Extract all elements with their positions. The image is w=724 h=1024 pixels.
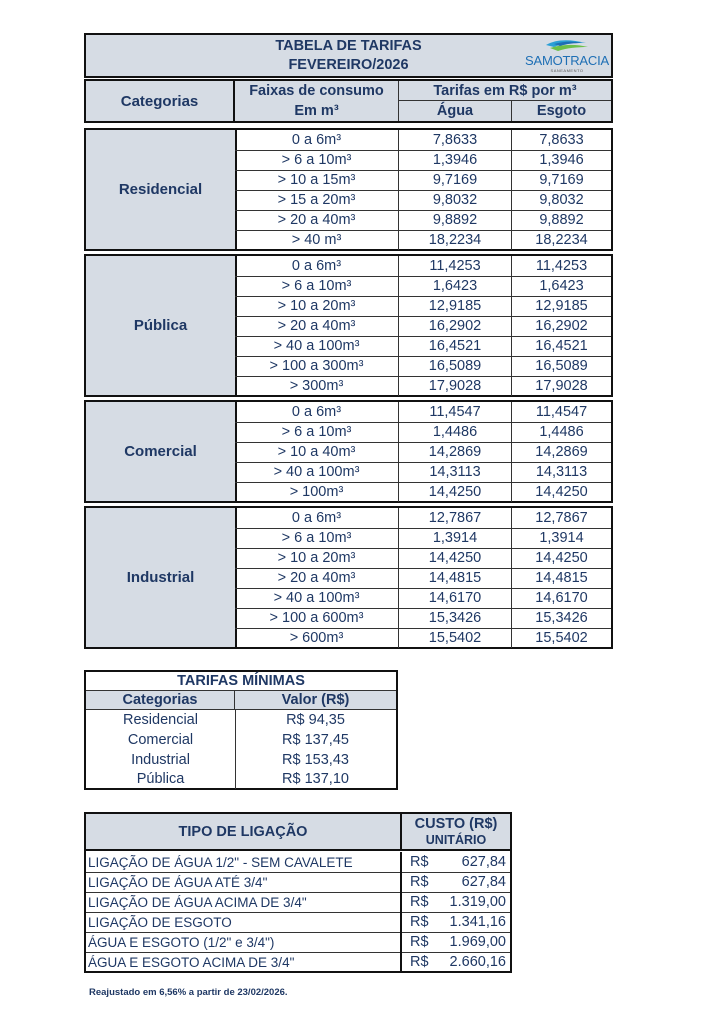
- esgoto-cell: 11,4253: [535, 258, 588, 274]
- table-row: [235, 296, 611, 317]
- col-header-custo-line2: UNITÁRIO: [425, 833, 487, 847]
- tipo-cell: LIGAÇÃO DE ÁGUA ATÉ 3/4": [88, 874, 268, 890]
- agua-cell: 7,8633: [399, 130, 512, 150]
- faixa-cell: 0 a 6m³: [235, 508, 399, 528]
- table-row: [235, 276, 611, 297]
- table-row: [235, 508, 611, 529]
- table-row: [235, 210, 611, 231]
- table-row: [235, 588, 611, 609]
- table-row: [86, 872, 510, 893]
- col-header-custo-line1: CUSTO (R$): [414, 816, 498, 832]
- esgoto-cell: 16,2902: [535, 318, 588, 334]
- esgoto-cell: 16,5089: [535, 358, 588, 374]
- category-label: Pública: [86, 256, 237, 395]
- table-row: [235, 130, 611, 151]
- faixa-cell: > 6 a 10m³: [235, 528, 399, 548]
- faixa-cell: 0 a 6m³: [235, 130, 399, 150]
- footnote: Reajustado em 6,56% a partir de 23/02/2026.: [89, 987, 288, 998]
- esgoto-cell: 12,7867: [535, 510, 588, 526]
- faixa-cell: > 20 a 40m³: [235, 568, 399, 588]
- agua-cell: 9,8032: [399, 190, 512, 210]
- esgoto-cell: 1,4486: [539, 424, 584, 440]
- custo-value: 1.341,16: [449, 914, 506, 930]
- agua-cell: 14,4250: [399, 482, 512, 502]
- currency-symbol: R$: [410, 854, 429, 870]
- agua-cell: 14,4250: [399, 548, 512, 568]
- faixa-cell: > 40 a 100m³: [235, 336, 399, 356]
- esgoto-cell: 14,3113: [535, 464, 588, 480]
- agua-cell: 12,9185: [399, 296, 512, 316]
- table-row: [86, 730, 396, 750]
- logo-wave-icon: [524, 38, 610, 54]
- agua-cell: 14,4815: [399, 568, 512, 588]
- faixa-cell: > 40 a 100m³: [235, 462, 399, 482]
- faixa-cell: > 10 a 15m³: [235, 170, 399, 190]
- table-row: [235, 402, 611, 423]
- valor-cell: R$ 137,10: [282, 771, 349, 787]
- agua-cell: 16,4521: [399, 336, 512, 356]
- table-row: [86, 750, 396, 770]
- esgoto-cell: 14,4250: [535, 484, 588, 500]
- faixa-cell: > 20 a 40m³: [235, 210, 399, 230]
- agua-cell: 12,7867: [399, 508, 512, 528]
- categoria-cell: Residencial: [86, 710, 236, 730]
- agua-cell: 14,6170: [399, 588, 512, 608]
- tarifas-minimas-header: [86, 691, 396, 710]
- table-row: [235, 628, 611, 648]
- table-row: [235, 482, 611, 502]
- table-row: [86, 769, 396, 789]
- table-row: [235, 528, 611, 549]
- faixa-cell: > 10 a 20m³: [235, 548, 399, 568]
- faixa-cell: > 6 a 10m³: [235, 276, 399, 296]
- table-row: [86, 852, 510, 873]
- faixa-cell: > 6 a 10m³: [235, 422, 399, 442]
- table-row: [235, 230, 611, 250]
- table-row: [235, 356, 611, 377]
- agua-cell: 17,9028: [399, 376, 512, 396]
- esgoto-cell: 14,4815: [535, 570, 588, 586]
- agua-cell: 16,5089: [399, 356, 512, 376]
- esgoto-cell: 14,2869: [535, 444, 588, 460]
- agua-cell: 1,6423: [399, 276, 512, 296]
- esgoto-cell: 15,5402: [535, 630, 588, 646]
- table-row: [86, 952, 510, 972]
- table-row: [86, 892, 510, 913]
- col-header-valor: Valor (R$): [281, 692, 350, 708]
- faixa-cell: > 40 a 100m³: [235, 588, 399, 608]
- agua-cell: 14,2869: [399, 442, 512, 462]
- esgoto-cell: 12,9185: [535, 298, 588, 314]
- tarifas-minimas-title: TARIFAS MÍNIMAS: [86, 672, 396, 691]
- logo-text: SAMOTRACIA: [525, 53, 609, 68]
- custo-cell: [400, 912, 512, 932]
- custo-value: 2.660,16: [449, 954, 506, 970]
- custo-cell: [400, 892, 512, 912]
- currency-symbol: R$: [410, 894, 429, 910]
- agua-cell: 11,4253: [399, 256, 512, 276]
- agua-cell: 1,3914: [399, 528, 512, 548]
- category-label: Residencial: [86, 130, 237, 249]
- table-row: [235, 442, 611, 463]
- faixa-cell: > 10 a 40m³: [235, 442, 399, 462]
- valor-cell: R$ 153,43: [282, 752, 349, 768]
- categoria-cell: Industrial: [86, 750, 236, 770]
- table-row: [235, 150, 611, 171]
- tipo-cell: ÁGUA E ESGOTO (1/2" e 3/4"): [88, 934, 275, 950]
- agua-cell: 14,3113: [399, 462, 512, 482]
- faixa-cell: > 20 a 40m³: [235, 316, 399, 336]
- custo-value: 1.319,00: [449, 894, 506, 910]
- table-row: [86, 932, 510, 953]
- title-line-1: TABELA DE TARIFAS: [275, 38, 422, 54]
- esgoto-cell: 7,8633: [539, 132, 584, 148]
- esgoto-cell: 16,4521: [535, 338, 588, 354]
- esgoto-cell: 1,3946: [539, 152, 584, 168]
- valor-cell: R$ 94,35: [286, 712, 345, 728]
- currency-symbol: R$: [410, 954, 429, 970]
- ligacoes-header: [86, 814, 510, 851]
- faixa-cell: > 6 a 10m³: [235, 150, 399, 170]
- esgoto-cell: 17,9028: [535, 378, 588, 394]
- esgoto-cell: 1,3914: [539, 530, 584, 546]
- custo-value: 1.969,00: [449, 934, 506, 950]
- esgoto-cell: 18,2234: [535, 232, 588, 248]
- category-label: Industrial: [86, 508, 237, 647]
- column-header: [84, 79, 613, 123]
- esgoto-cell: 9,8032: [539, 192, 584, 208]
- table-row: [86, 710, 396, 730]
- col-header-custo: [400, 814, 510, 849]
- esgoto-cell: 1,6423: [539, 278, 584, 294]
- col-header-categorias: Categorias: [86, 81, 235, 121]
- company-logo: [524, 37, 610, 75]
- col-header-tipo: TIPO DE LIGAÇÃO: [178, 823, 308, 840]
- esgoto-cell: 9,7169: [539, 172, 584, 188]
- section-industrial: [84, 506, 613, 649]
- esgoto-cell: 14,4250: [535, 550, 588, 566]
- agua-cell: 16,2902: [399, 316, 512, 336]
- esgoto-cell: 9,8892: [539, 212, 584, 228]
- col-header-faixas-line2: Em m³: [294, 103, 339, 119]
- section-residencial: [84, 128, 613, 251]
- faixa-cell: > 15 a 20m³: [235, 190, 399, 210]
- tarifas-minimas-table: [84, 670, 398, 790]
- custo-cell: [400, 952, 512, 972]
- section-publica: [84, 254, 613, 397]
- agua-cell: 1,3946: [399, 150, 512, 170]
- faixa-cell: > 300m³: [235, 376, 399, 396]
- col-header-faixas-line1: Faixas de consumo: [249, 83, 384, 99]
- custo-value: 627,84: [461, 854, 506, 870]
- esgoto-cell: 14,6170: [535, 590, 588, 606]
- col-header-tarifas: Tarifas em R$ por m³: [399, 81, 611, 101]
- table-row: [235, 422, 611, 443]
- faixa-cell: > 100m³: [235, 482, 399, 502]
- agua-cell: 11,4547: [399, 402, 512, 422]
- valor-cell: R$ 137,45: [282, 732, 349, 748]
- title-block: [84, 33, 613, 78]
- title-line-2: FEVEREIRO/2026: [288, 57, 409, 73]
- table-row: [235, 568, 611, 589]
- table-row: [235, 256, 611, 277]
- categoria-cell: Pública: [86, 769, 236, 789]
- custo-value: 627,84: [461, 874, 506, 890]
- custo-cell: [400, 852, 512, 872]
- agua-cell: 1,4486: [399, 422, 512, 442]
- custo-cell: [400, 872, 512, 892]
- agua-cell: 9,8892: [399, 210, 512, 230]
- faixa-cell: > 10 a 20m³: [235, 296, 399, 316]
- col-header-agua: Água: [399, 101, 512, 121]
- faixa-cell: 0 a 6m³: [235, 402, 399, 422]
- tipo-cell: LIGAÇÃO DE ÁGUA 1/2" - SEM CAVALETE: [88, 854, 353, 870]
- currency-symbol: R$: [410, 914, 429, 930]
- esgoto-cell: 15,3426: [535, 610, 588, 626]
- logo-subtitle: SANEAMENTO: [550, 68, 584, 73]
- categoria-cell: Comercial: [86, 730, 236, 750]
- agua-cell: 15,5402: [399, 628, 512, 648]
- col-header-categorias: Categorias: [86, 691, 235, 709]
- table-row: [235, 316, 611, 337]
- tipo-cell: LIGAÇÃO DE ÁGUA ACIMA DE 3/4": [88, 894, 307, 910]
- col-header-faixas: [235, 81, 399, 121]
- table-row: [235, 462, 611, 483]
- custo-cell: [400, 932, 512, 952]
- col-header-esgoto: Esgoto: [536, 103, 587, 119]
- agua-cell: 9,7169: [399, 170, 512, 190]
- table-row: [235, 608, 611, 629]
- table-row: [235, 190, 611, 211]
- ligacoes-table: [84, 812, 512, 973]
- tipo-cell: LIGAÇÃO DE ESGOTO: [88, 914, 232, 930]
- faixa-cell: 0 a 6m³: [235, 256, 399, 276]
- table-row: [86, 912, 510, 933]
- currency-symbol: R$: [410, 874, 429, 890]
- faixa-cell: > 100 a 300m³: [235, 356, 399, 376]
- section-comercial: [84, 400, 613, 503]
- faixa-cell: > 40 m³: [235, 230, 399, 250]
- faixa-cell: > 100 a 600m³: [235, 608, 399, 628]
- faixa-cell: > 600m³: [235, 628, 399, 648]
- agua-cell: 15,3426: [399, 608, 512, 628]
- esgoto-cell: 11,4547: [535, 404, 588, 420]
- table-row: [235, 376, 611, 396]
- table-row: [235, 548, 611, 569]
- agua-cell: 18,2234: [399, 230, 512, 250]
- currency-symbol: R$: [410, 934, 429, 950]
- tipo-cell: ÁGUA E ESGOTO ACIMA DE 3/4": [88, 954, 295, 970]
- category-label: Comercial: [86, 402, 237, 501]
- table-row: [235, 336, 611, 357]
- table-row: [235, 170, 611, 191]
